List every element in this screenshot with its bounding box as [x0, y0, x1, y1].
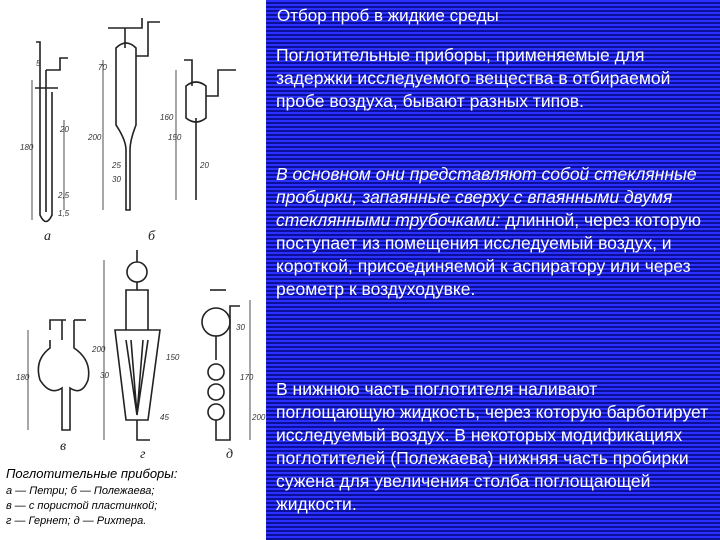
- letter-a-label: а: [44, 229, 51, 244]
- dim-label: 70: [98, 63, 107, 72]
- gernet-absorber-drawing: [104, 250, 160, 440]
- paragraph-test-tubes: [276, 163, 714, 301]
- absorber-drawings: [0, 0, 266, 540]
- slide-title: Отбор проб в жидкие среды: [277, 6, 499, 25]
- letter-v-label: в: [60, 439, 67, 454]
- dim-label: 25: [112, 161, 121, 170]
- dim-label: 180: [20, 143, 34, 152]
- dim-label: 180: [16, 373, 30, 382]
- absorber-devices-figure: [0, 0, 266, 540]
- dim-label: 1,5: [58, 209, 70, 218]
- paragraph-test-tubes-italic: В основном они представляют собой стеклянные пробирки, запаянные сверху с впаянными двумя стеклянными трубочками:: [276, 164, 697, 230]
- caption-line: г — Гернет; д — Рихтера.: [6, 515, 147, 527]
- dim-label: 30: [112, 175, 121, 184]
- letter-b-label: б: [148, 229, 156, 244]
- caption-line: а — Петри; б — Полежаева;: [6, 485, 155, 497]
- dim-label: 20: [60, 125, 69, 134]
- dim-label: 30: [100, 371, 109, 380]
- figure-caption: [6, 466, 262, 529]
- dim-label: 160: [160, 113, 174, 122]
- paragraph-test-tubes-rest: длинной, через которую поступает из помещения исследуемый воздух, и короткой, присоединяемой к аспиратору или через реометр к воздуходувке.: [276, 210, 701, 299]
- porous-plate-absorber-drawing: [28, 320, 89, 430]
- dim-label: 150: [166, 353, 180, 362]
- upper-right-absorber-drawing: [176, 60, 236, 200]
- dim-label: 2,5: [58, 191, 70, 200]
- dim-label: 30: [236, 323, 245, 332]
- caption-title: Поглотительные приборы:: [6, 466, 178, 481]
- letter-g-label: г: [140, 447, 146, 462]
- dim-label: 170: [240, 373, 254, 382]
- dim-label: 200: [92, 345, 106, 354]
- caption-line: в — с пористой пластинкой;: [6, 500, 158, 512]
- paragraph-device-types: Поглотительные приборы, применяемые для задержки исследуемого вещества в отбираемой пробе воздуха, бывают разных типов.: [276, 45, 671, 111]
- dim-label: 150: [168, 133, 182, 142]
- dim-label: 20: [200, 161, 209, 170]
- paragraph-absorbing-liquid: В нижнюю часть поглотителя наливают поглощающую жидкость, через которую барботирует исследуемый воздух. В некоторых модификациях поглотителей (Полежаева) нижняя часть пробирки сужена для увеличения столба поглощающей жидкости.: [276, 379, 709, 514]
- dim-label: 200: [88, 133, 102, 142]
- dim-label: 45: [160, 413, 169, 422]
- richter-absorber-drawing: [202, 290, 250, 440]
- letter-d-label: д: [226, 447, 234, 462]
- dim-label: 5: [36, 59, 41, 68]
- dim-label: 200: [252, 413, 266, 422]
